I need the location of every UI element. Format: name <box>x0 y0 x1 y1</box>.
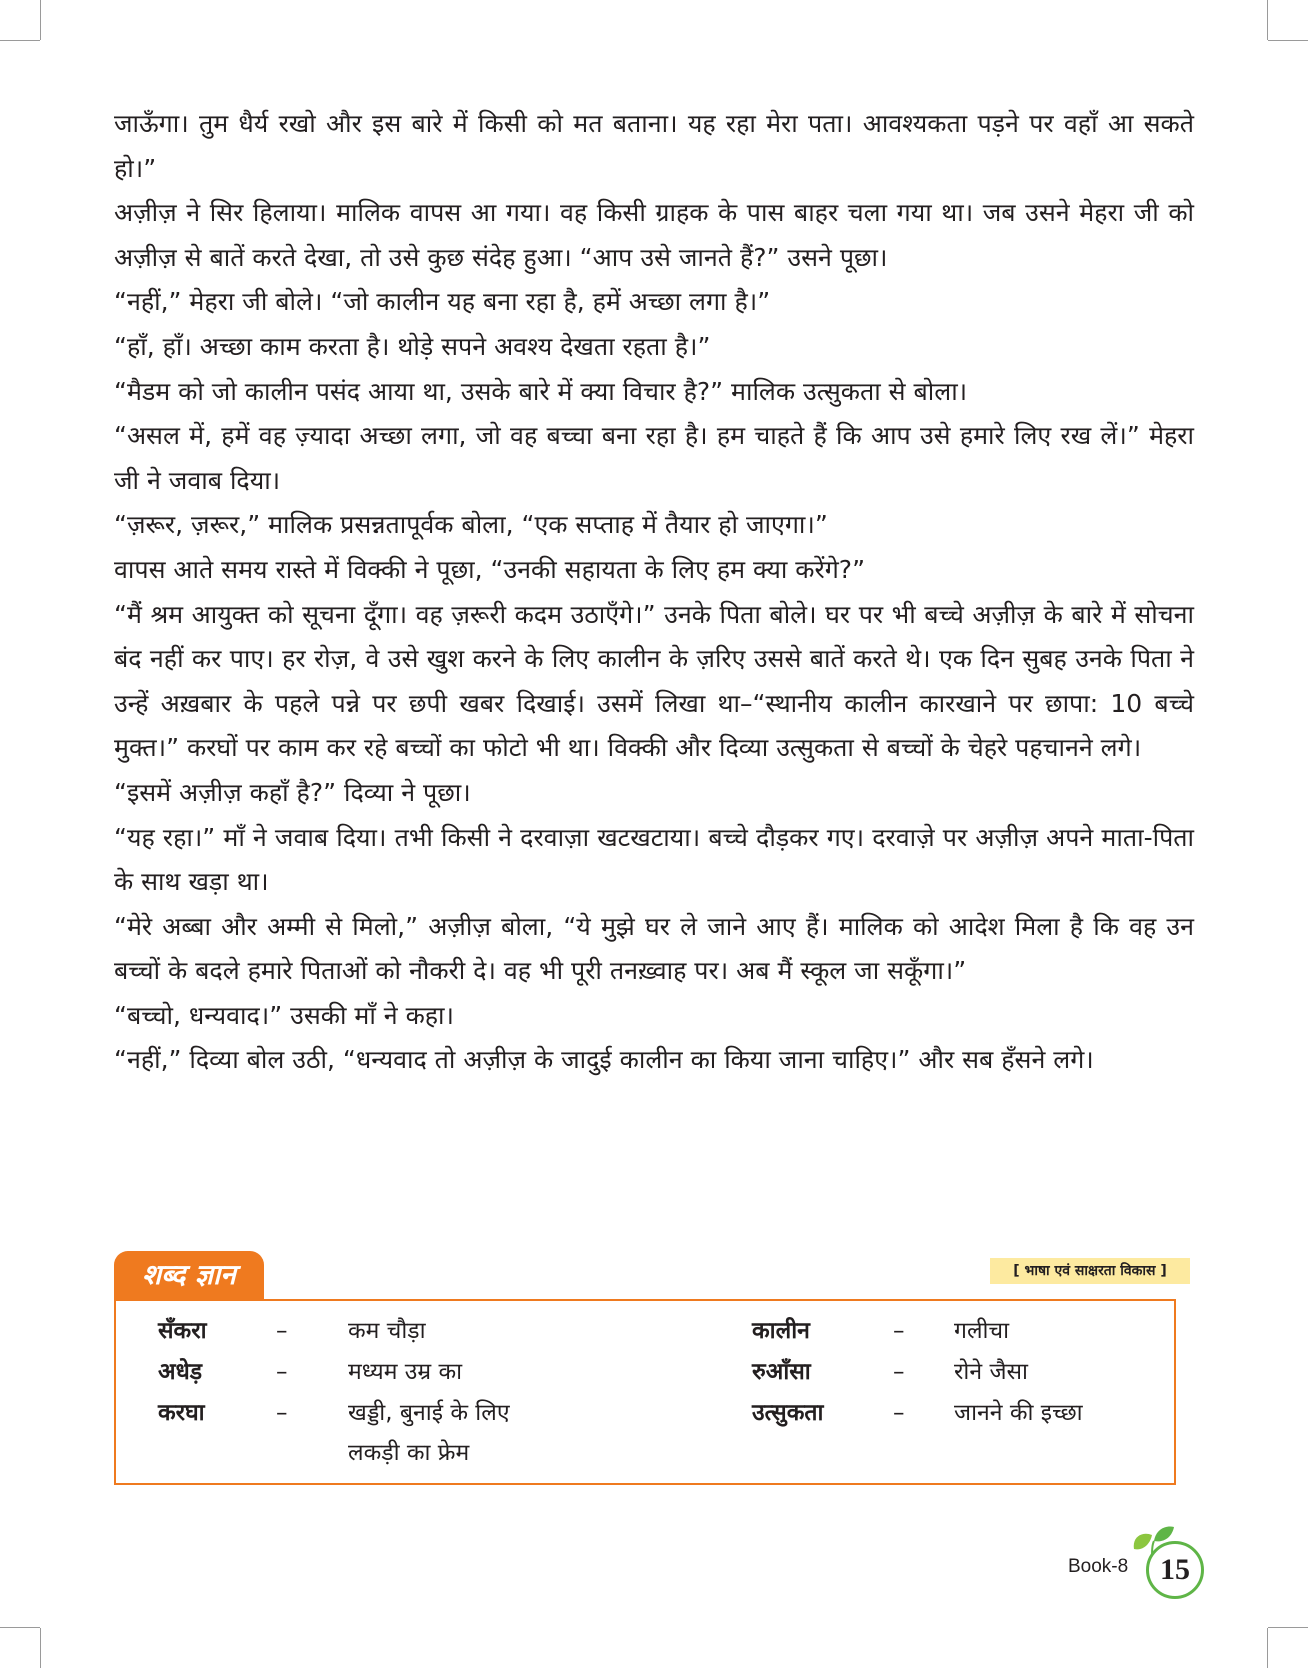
vocab-dash: – <box>276 1400 288 1426</box>
vocab-meaning: लकड़ी का फ्रेम <box>348 1440 470 1466</box>
paragraph: “इसमें अज़ीज़ कहाँ है?” दिव्या ने पूछा। <box>114 777 471 807</box>
vocab-dash: – <box>893 1359 905 1385</box>
page-number: 15 <box>1146 1541 1204 1599</box>
paragraph: जाऊँगा। तुम धैर्य रखो और इस बारे में किसी को मत बताना। यह रहा मेरा पता। आवश्यकता पड़ने पर वहाँ आ सकते हो।” <box>114 109 1194 183</box>
story-text <box>114 102 1194 1083</box>
vocab-box <box>114 1299 1176 1485</box>
vocab-section-title: शब्द ज्ञान <box>114 1251 264 1299</box>
paragraph: अज़ीज़ ने सिर हिलाया। मालिक वापस आ गया। वह किसी ग्राहक के पास बाहर चला गया था। जब उसने मेहरा जी को अज़ीज़ से बातें करते देखा, तो उसे कुछ संदेह हुआ। “आप उसे जानते हैं?” उसने पूछा। <box>114 198 1194 272</box>
paragraph: “हाँ, हाँ। अच्छा काम करता है। थोड़े सपने अवश्य देखता रहता है।” <box>114 331 711 361</box>
crop-mark <box>1268 40 1308 41</box>
crop-mark <box>40 1628 41 1668</box>
paragraph: “मैडम को जो कालीन पसंद आया था, उसके बारे में क्या विचार है?” मालिक उत्सुकता से बोला। <box>114 376 968 406</box>
vocab-word: सँकरा <box>158 1318 207 1344</box>
vocab-dash: – <box>893 1318 905 1344</box>
crop-mark <box>1267 1628 1268 1668</box>
paragraph: “बच्चो, धन्यवाद।” उसकी माँ ने कहा। <box>114 1000 455 1030</box>
vocab-meaning: जानने की इच्छा <box>954 1400 1083 1426</box>
paragraph: “नहीं,” मेहरा जी बोले। “जो कालीन यह बना रहा है, हमें अच्छा लगा है।” <box>114 287 771 317</box>
paragraph: “असल में, हमें वह ज़्यादा अच्छा लगा, जो वह बच्चा बना रहा है। हम चाहते हैं कि आप उसे हमारे लिए रख लें।” मेहरा जी ने जवाब दिया। <box>114 421 1194 495</box>
crop-mark <box>0 1627 40 1628</box>
book-label: Book-8 <box>1068 1556 1129 1577</box>
crop-mark <box>40 0 41 40</box>
paragraph: “यह रहा।” माँ ने जवाब दिया। तभी किसी ने दरवाज़ा खटखटाया। बच्चे दौड़कर गए। दरवाज़े पर अज़ीज़ अपने माता-पिता के साथ खड़ा था। <box>114 822 1194 897</box>
paragraph: वापस आते समय रास्ते में विक्की ने पूछा, “उनकी सहायता के लिए हम क्या करेंगे?” <box>114 554 866 584</box>
vocab-row <box>116 1352 1174 1392</box>
vocab-dash: – <box>276 1359 288 1385</box>
vocab-meaning: कम चौड़ा <box>348 1318 426 1344</box>
vocab-dash: – <box>893 1400 905 1426</box>
vocab-meaning: खड्डी, बुनाई के लिए <box>348 1400 510 1426</box>
vocab-word: करघा <box>158 1400 205 1426</box>
vocab-row <box>116 1433 1174 1473</box>
vocab-meaning: गलीचा <box>954 1318 1010 1344</box>
skill-tag: [ भाषा एवं साक्षरता विकास ] <box>990 1258 1190 1284</box>
vocab-word: उत्सुकता <box>752 1400 824 1426</box>
paragraph: “नहीं,” दिव्या बोल उठी, “धन्यवाद तो अज़ीज़ के जादुई कालीन का किया जाना चाहिए।” और सब हँसने लगे। <box>114 1045 1094 1075</box>
vocab-row <box>116 1311 1174 1351</box>
vocab-row <box>116 1393 1174 1433</box>
crop-mark <box>0 40 40 41</box>
vocab-meaning: मध्यम उम्र का <box>348 1359 463 1385</box>
vocab-word: कालीन <box>752 1318 810 1344</box>
crop-mark <box>1268 1627 1308 1628</box>
vocab-meaning: रोने जैसा <box>954 1359 1029 1385</box>
paragraph: “मेरे अब्बा और अम्मी से मिलो,” अज़ीज़ बोला, “ये मुझे घर ले जाने आए हैं। मालिक को आदेश मिला है कि वह उन बच्चों के बदले हमारे पिताओं को नौकरी दे। वह भी पूरी तनख़्वाह पर। अब मैं स्कूल जा सकूँगा।” <box>114 911 1194 986</box>
vocab-word: रुआँसा <box>752 1359 811 1385</box>
vocab-word: अधेड़ <box>158 1359 203 1385</box>
paragraph: “ज़रूर, ज़रूर,” मालिक प्रसन्नतापूर्वक बोला, “एक सप्ताह में तैयार हो जाएगा।” <box>114 510 828 540</box>
paragraph: “मैं श्रम आयुक्त को सूचना दूँगा। वह ज़रूरी कदम उठाएँगे।” उनके पिता बोले। घर पर भी बच्चे अज़ीज़ के बारे में सोचना बंद नहीं कर पाए। हर रोज़, वे उसे खुश करने के लिए कालीन के ज़रिए उससे बातें करते थे। एक दिन सुबह उनके पिता ने उन्हें अख़बार के पहले पन्ने पर छपी खबर दिखाई। उसमें लिखा था–“स्थानीय कालीन कारखाने पर छापा: 10 बच्चे मुक्त।” करघों पर काम कर रहे बच्चों का फोटो भी था। विक्की और दिव्या उत्सुकता से बच्चों के चेहरे पहचानने लगे। <box>114 599 1194 763</box>
vocab-dash: – <box>276 1318 288 1344</box>
crop-mark <box>1267 0 1268 40</box>
